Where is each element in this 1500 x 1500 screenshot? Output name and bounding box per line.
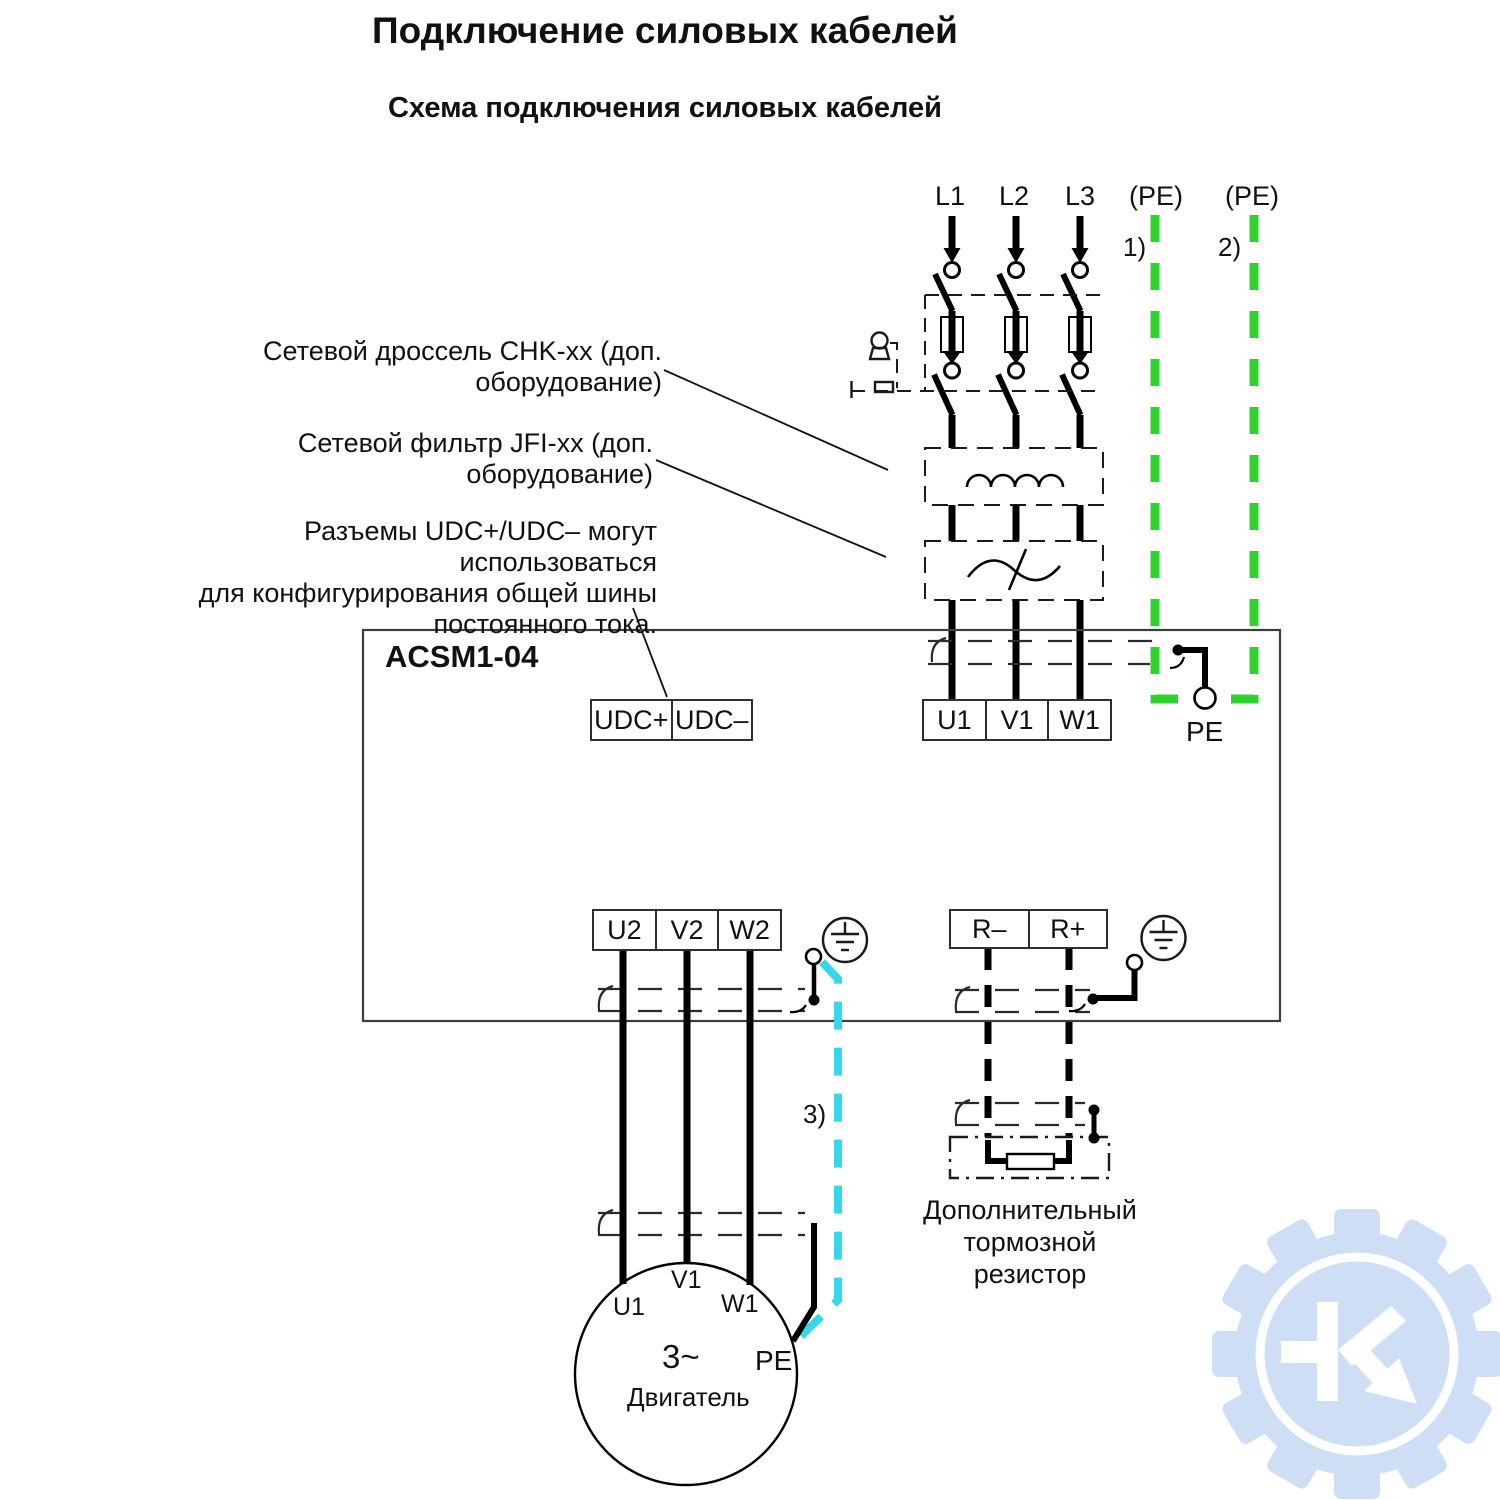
motor-pe-route (799, 962, 838, 1338)
motor-cable-earth-hookup (790, 949, 821, 1012)
shield-motor-cable-bottom (598, 1210, 805, 1235)
resistor-element (1007, 1154, 1054, 1169)
motor-type-label: 3~ (662, 1338, 700, 1375)
earth-symbol-motor-side (823, 918, 867, 962)
supply-feeders (934, 216, 1091, 448)
inductor-coil (967, 475, 1063, 487)
choke-leader-line (664, 370, 888, 470)
terminal-u1: U1 (937, 704, 972, 735)
terminal-udc-minus: UDC– (671, 701, 752, 739)
phase-wires-to-drive (952, 600, 1080, 700)
annotation-udc-line1: Разъемы UDC+/UDC– могут использоваться (303, 516, 657, 577)
page-title: Подключение силовых кабелей (372, 10, 958, 51)
note-ref-2: 2) (1218, 232, 1242, 262)
emc-filter-symbol (925, 541, 1103, 600)
line-choke-symbol (925, 448, 1103, 505)
annotation-udc (150, 516, 657, 640)
input-terminal-block (922, 699, 1112, 741)
terminal-udc-plus: UDC+ (594, 704, 669, 735)
annotation-leader-lines (633, 370, 888, 697)
terminal-v1: V1 (985, 701, 1048, 739)
phase-wires-mid (952, 505, 1080, 541)
brake-resistor-caption-line1: Дополнительный (923, 1195, 1137, 1225)
resistor-terminal-block (949, 909, 1108, 949)
annotation-filter: Сетевой фильтр JFI-xx (доп. оборудование) (297, 428, 653, 489)
pe-terminal-circle (1195, 688, 1216, 709)
brake-resistor-caption (905, 1194, 1155, 1290)
annotation-udc-line3: постоянного тока. (433, 609, 657, 639)
pe-supply-label-1: (PE) (1129, 181, 1183, 211)
filter-leader-line (656, 460, 886, 557)
motor-pe-label: PE (755, 1345, 793, 1376)
annotation-choke: Сетевой дроссель CHK-xx (доп. оборудование) (263, 336, 662, 397)
terminal-r-minus: R– (971, 913, 1007, 944)
note-ref-1: 1) (1123, 232, 1147, 262)
shield-input-cable (928, 638, 1168, 664)
annotation-udc-line2: для конфигурирования общей шины (198, 578, 657, 608)
terminal-w1: W1 (1047, 701, 1110, 739)
terminal-w2: W2 (717, 911, 780, 949)
brake-resistor-circuit (950, 948, 1109, 1178)
resistor-cable-earth-hookup (1069, 955, 1142, 1011)
motor-terminal-w1: W1 (721, 1290, 759, 1318)
phase-label-l3: L3 (1064, 181, 1096, 211)
pe-ground-routes (1155, 215, 1254, 699)
brake-resistor-caption-line2: тормозной резистор (963, 1227, 1097, 1289)
motor-terminal-v1: V1 (671, 1266, 702, 1294)
terminal-r-plus: R+ (1028, 911, 1107, 947)
feeder-l2 (998, 216, 1027, 448)
switch-operator-symbol (852, 333, 894, 399)
pe-route-1 (1155, 215, 1192, 699)
motor-name-label: Двигатель (627, 1382, 750, 1412)
note-ref-3: 3) (803, 1099, 827, 1129)
feeder-l1 (934, 216, 963, 448)
feeder-l3 (1062, 216, 1091, 448)
dc-terminal-block (590, 699, 753, 741)
phase-label-l1: L1 (934, 181, 966, 211)
page-subtitle: Схема подключения силовых кабелей (387, 92, 943, 124)
shield-motor-cable-top (598, 986, 805, 1011)
pe-supply-label-2: (PE) (1225, 181, 1279, 211)
phase-label-l2: L2 (998, 181, 1030, 211)
drive-model-label: ACSM1-04 (385, 639, 539, 674)
terminal-u2: U2 (607, 914, 642, 945)
motor-terminal-u1: U1 (613, 1293, 645, 1321)
output-terminal-block (592, 909, 782, 951)
pe-terminal-label: PE (1186, 716, 1224, 747)
terminal-v2: V2 (655, 911, 718, 949)
pe-route-2 (1218, 215, 1254, 699)
earth-symbol-resistor-side (1142, 916, 1186, 960)
